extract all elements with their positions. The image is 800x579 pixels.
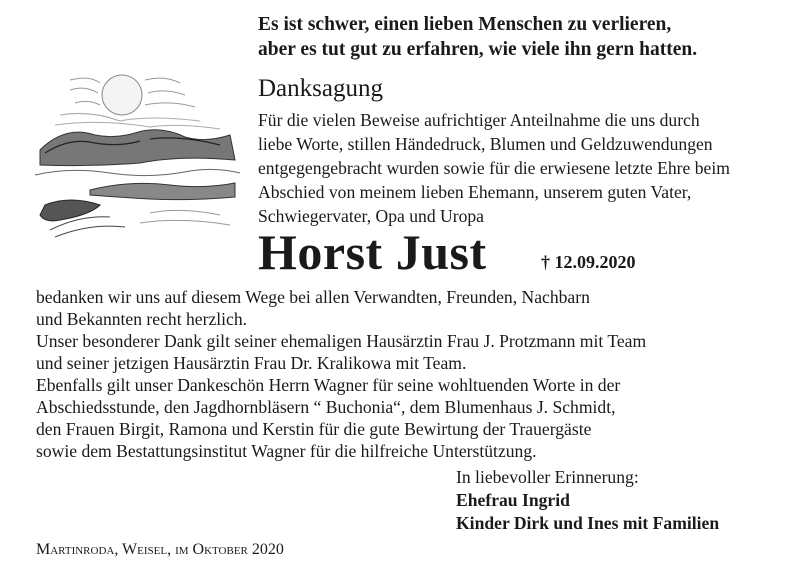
intro-line-4: Abschied von meinem lieben Ehemann, unserem guten Vater, [258, 182, 692, 202]
moon-landscape-sketch-icon [30, 55, 245, 240]
body-line: Ebenfalls gilt unser Dankeschön Herrn Wagner für seine wohltuenden Worte in der [36, 375, 621, 395]
body-paragraph-3 [36, 374, 776, 462]
body-text [36, 286, 776, 462]
intro-line-1: Für die vielen Beweise aufrichtiger Anteilnahme die uns durch [258, 110, 700, 130]
place-date-footer: Martinroda, Weisel, im Oktober 2020 [36, 541, 284, 558]
intro-text [258, 108, 788, 228]
intro-line-3: entgegengebracht wurden sowie für die erwiesene letzte Ehre beim [258, 158, 730, 178]
signer-1: Ehefrau Ingrid [456, 490, 570, 510]
body-line: sowie dem Bestattungsinstitut Wagner für die hilfreiche Unterstützung. [36, 441, 537, 461]
quote-line-2: aber es tut gut zu erfahren, wie viele ihn gern hatten. [258, 39, 698, 60]
body-line: und Bekannten recht herzlich. [36, 309, 248, 329]
signer-2: Kinder Dirk und Ines mit Familien [456, 513, 720, 533]
death-date: † 12.09.2020 [541, 252, 636, 272]
intro-line-2: liebe Worte, stillen Händedruck, Blumen und Geldzuwendungen [258, 134, 713, 154]
body-line: Abschiedsstunde, den Jagdhornbläsern “ Buchonia“, dem Blumenhaus J. Schmidt, [36, 397, 616, 417]
deceased-name: Horst Just [258, 224, 487, 280]
closing-signature [456, 466, 786, 535]
body-line: und seiner jetzigen Hausärztin Frau Dr. Kralikowa mit Team. [36, 353, 467, 373]
quote [258, 12, 778, 62]
closing-intro: In liebevoller Erinnerung: [456, 467, 639, 487]
intro-line-5: Schwiegervater, Opa und Uropa [258, 206, 484, 226]
quote-line-1: Es ist schwer, einen lieben Menschen zu verlieren, [258, 14, 672, 35]
heading: Danksagung [258, 75, 383, 102]
body-line: den Frauen Birgit, Ramona und Kerstin für die gute Bewirtung der Trauergäste [36, 419, 592, 439]
body-line: Unser besonderer Dank gilt seiner ehemaligen Hausärztin Frau J. Protzmann mit Team [36, 331, 647, 351]
body-line: bedanken wir uns auf diesem Wege bei allen Verwandten, Freunden, Nachbarn [36, 287, 590, 307]
body-paragraph-2 [36, 330, 776, 374]
body-paragraph-1 [36, 286, 776, 330]
